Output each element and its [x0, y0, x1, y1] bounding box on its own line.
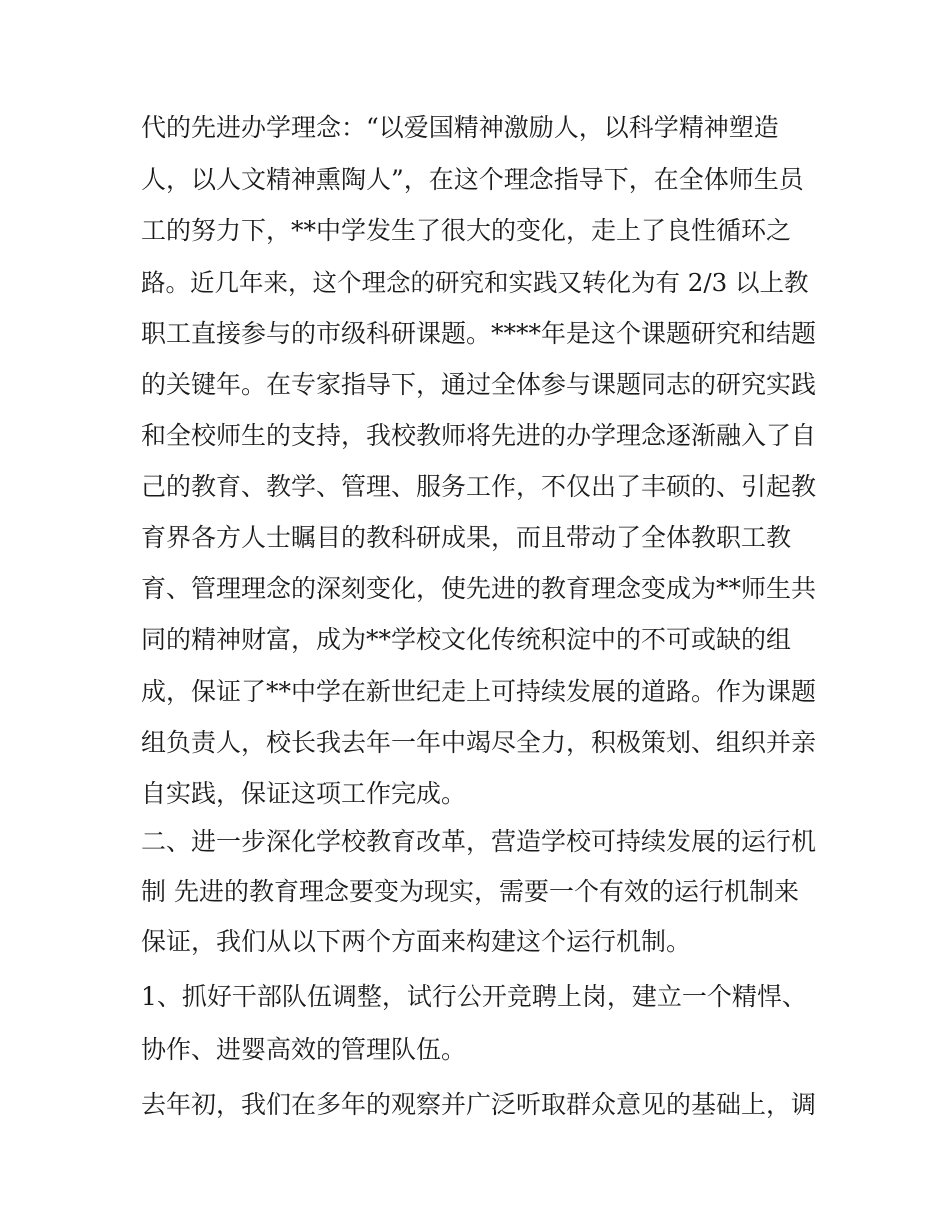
text-line-7: 和全校师生的支持，我校教师将先进的办学理念逐渐融入了自	[141, 421, 817, 450]
text-line-6: 的关键年。在专家指导下，通过全体参与课题同志的研究实践	[141, 370, 817, 399]
text-line-16: 制 先进的教育理念要变为现实，需要一个有效的运行机制来	[141, 877, 799, 906]
text-line-5: 职工直接参与的市级科研课题。****年是这个课题研究和结题	[141, 319, 817, 348]
text-line-3: 工的努力下，**中学发生了很大的变化，走上了良性循环之	[141, 216, 792, 245]
section-heading: 二、进一步深化学校教育改革，营造学校可持续发展的运行机	[141, 827, 817, 856]
subsection-heading: 1、抓好干部队伍调整，试行公开竞聘上岗，建立一个精悍、	[141, 982, 807, 1011]
text-line-14: 自实践，保证这项工作完成。	[141, 779, 467, 808]
text-line-12: 成，保证了**中学在新世纪走上可持续发展的道路。作为课题	[141, 677, 817, 706]
text-line-10: 育、管理理念的深刻变化，使先进的教育理念变成为**师生共	[141, 574, 817, 603]
text-line-20: 去年初，我们在多年的观察并广泛听取群众意见的基础上，调	[141, 1090, 817, 1119]
text-line-9: 育界各方人士瞩目的教科研成果，而且带动了全体教职工教	[141, 523, 792, 552]
text-line-19: 协作、进婴高效的管理队伍。	[141, 1035, 467, 1064]
text-line-4: 路。近几年来，这个理念的研究和实践又转化为有 2/3 以上教	[141, 268, 809, 297]
text-line-8: 己的教育、教学、管理、服务工作，不仅出了丰硕的、引起教	[141, 472, 817, 501]
text-line-11: 同的精神财富，成为**学校文化传统积淀中的不可或缺的组	[141, 625, 792, 654]
text-line-17: 保证，我们从以下两个方面来构建这个运行机制。	[141, 927, 692, 956]
text-line-13: 组负责人，校长我去年一年中竭尽全力，积极策划、组织并亲	[141, 728, 817, 757]
text-line-1: 代的先进办学理念：“以爱国精神激励人，以科学精神塑造	[141, 113, 779, 142]
text-line-2: 人，以人文精神熏陶人”，在这个理念指导下，在全体师生员	[141, 165, 804, 194]
